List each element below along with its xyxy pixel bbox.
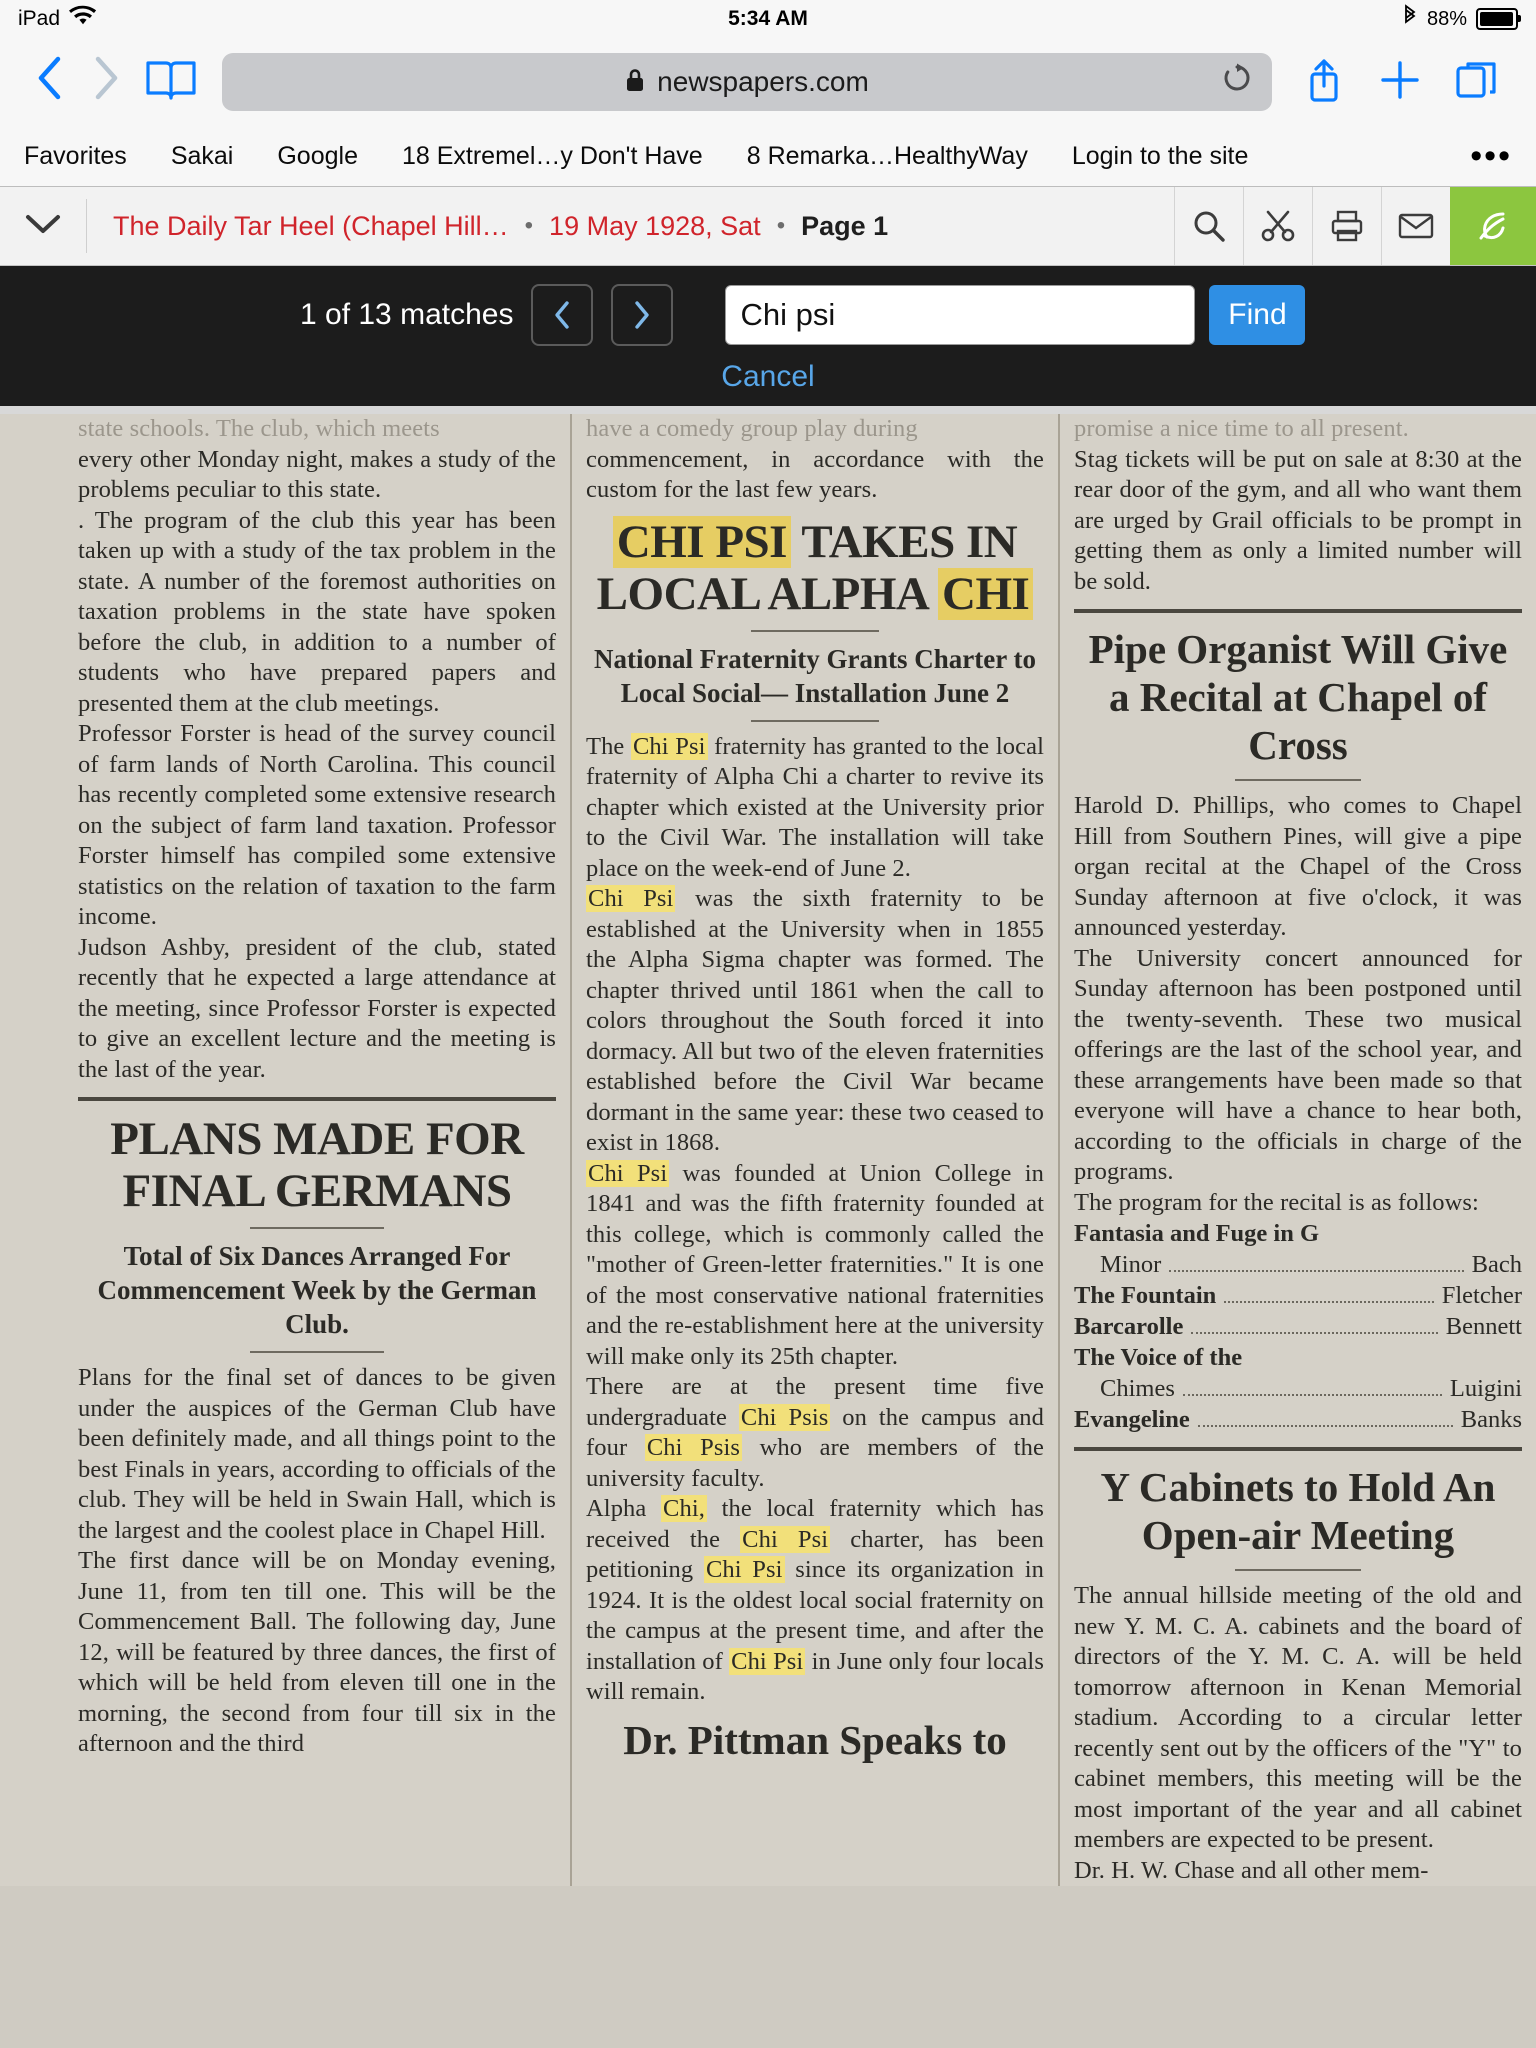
status-bar: [0, 0, 1536, 38]
publication-date[interactable]: 19 May 1928, Sat: [549, 210, 761, 241]
find-bar-row: [0, 284, 1536, 346]
col3-tail: Dr. H. W. Chase and all other mem-: [1074, 1856, 1429, 1884]
program-piece: Fantasia and Fuge in G: [1074, 1220, 1320, 1247]
prev-match-button[interactable]: [531, 284, 593, 346]
program-dots: [1198, 1425, 1453, 1427]
search-highlight: Chi,: [663, 1495, 705, 1522]
program-composer: Luigini: [1449, 1375, 1522, 1402]
col3-headline-2: Y Cabinets to Hold An Open-air Meeting: [1100, 1464, 1496, 1558]
date-separator: •: [776, 212, 786, 239]
search-highlight: Chi Psi: [588, 885, 674, 912]
bookmark-sakai[interactable]: Sakai: [170, 141, 234, 170]
col1-paragraph-4: Judson Ashby, president of the club, stated recently that he expected a large attendance at the meeting, since Professor Forster is expected to give an excellent lecture and the meeting is the last of the year.: [78, 933, 556, 1083]
bookmark-8-remarkable[interactable]: 8 Remarka…HealthyWay: [746, 141, 1028, 170]
program-row: [1074, 1249, 1522, 1280]
program-row: [1074, 1373, 1522, 1404]
lock-icon: [625, 67, 645, 98]
reload-icon[interactable]: [1222, 63, 1252, 101]
program-dots: [1224, 1301, 1433, 1303]
program-composer: Bennett: [1445, 1313, 1522, 1340]
program-dots: [1183, 1394, 1442, 1396]
col1-paragraph-2: . The program of the club this year has been taken up with a study of the tax problem in the state. A number of the foremost authorities on taxation problems in the state have spoken before the club, in addition to a number of students who have prepared papers and presented them at the club meetings.: [78, 506, 556, 717]
col1-headline: PLANS MADE FOR FINAL GERMANS: [110, 1113, 524, 1217]
program-row: [1074, 1342, 1522, 1373]
col3-divider: [1074, 609, 1522, 613]
col2-headline-2: Dr. Pittman Speaks to: [623, 1716, 1007, 1763]
title-separator: •: [524, 212, 534, 239]
bookmark-login[interactable]: Login to the site: [1071, 141, 1249, 170]
address-bar-content: [625, 66, 869, 98]
page-number[interactable]: Page 1: [801, 210, 889, 241]
program-composer: Bach: [1471, 1251, 1522, 1278]
print-icon[interactable]: [1312, 187, 1381, 265]
search-highlight: Chi Psi: [632, 732, 706, 760]
search-highlight: Chi Psi: [742, 1525, 829, 1553]
search-highlight: Chi Psis: [740, 1403, 829, 1431]
col3-faded-top: promise a nice time to all present.: [1074, 415, 1409, 442]
viewer-toolbar: [0, 187, 1536, 266]
col2-lead: commencement, in accordance with the custom for the last few years.: [586, 445, 1044, 503]
col3-paragraph-1: Harold D. Phillips, who comes to Chapel Hill from Southern Pines, will give a pipe organ recital at the Chapel of the Cross Sunday afternoon at five o'clock, it was announced yesterday.: [1074, 792, 1522, 941]
newspaper-column-2: [570, 414, 1060, 1886]
col1-paragraph-6: The first dance will be on Monday evening, June 11, from ten till one. This will be the Commencement Ball. The following day, June 12, will be featured by three dances, the first of which will be held from eleven till one in the morning, the second from four till six in the afternoon and the third: [78, 1547, 556, 1757]
col3-headline: Pipe Organist Will Give a Recital at Chapel of Cross: [1088, 626, 1508, 768]
bookmark-18-extremely[interactable]: 18 Extremel…y Don't Have: [401, 141, 703, 170]
address-bar[interactable]: [222, 53, 1272, 111]
scissors-icon[interactable]: [1243, 187, 1312, 265]
col2-paragraph-4: There are at the present time five undergraduate Chi Psis on the campus and four Chi Psis who are members of the university faculty.: [586, 1373, 1045, 1492]
program-piece: The Voice of the: [1074, 1344, 1243, 1371]
col2-faded-top: have a comedy group play during: [586, 415, 918, 442]
col1-subhead: Total of Six Dances Arranged For Commencement Week by the German Club.: [97, 1241, 537, 1339]
chevron-down-icon[interactable]: [0, 209, 86, 243]
col3-paragraph-2: The University concert announced for Sunday afternoon has been postponed until the twenty-seventh. These two musical offerings are the last of the school year, and these arrangements have been made so that everyone will have a chance to hear both, according to the officials in charge of the programs.: [1074, 944, 1522, 1185]
col3-lead: Stag tickets will be put on sale at 8:30 at the rear door of the gym, and all who want them are urged by Grail officials to be prompt in getting them as only a limited number will be sold.: [1074, 445, 1522, 595]
col1-subhead-rule: [250, 1351, 384, 1353]
search-highlight: Chi Psi: [588, 1159, 668, 1187]
bookmark-google[interactable]: Google: [277, 141, 358, 170]
bookmark-favorites[interactable]: Favorites: [24, 141, 127, 170]
program-row: [1074, 1218, 1522, 1249]
col2-headline-highlight-chi: CHI: [938, 568, 1033, 620]
program-piece-cont: Minor: [1100, 1251, 1162, 1278]
col2-subhead-rule: [751, 720, 879, 722]
col3-headline-rule: [1235, 779, 1360, 781]
save-clipping-button[interactable]: [1450, 187, 1536, 265]
program-row: [1074, 1311, 1522, 1342]
search-highlight: Chi Psi: [705, 1556, 783, 1583]
col2-headline-part2: TAKES IN: [801, 515, 1018, 568]
col2-headline: [586, 516, 1044, 620]
search-icon[interactable]: [1174, 187, 1243, 265]
col3-paragraph-3: The program for the recital is as follows:: [1074, 1188, 1479, 1216]
bookmarks-button[interactable]: [134, 58, 208, 107]
col3-program-list: [1074, 1218, 1522, 1435]
col3-headline2-rule: [1235, 1569, 1360, 1571]
col1-paragraph-5: Plans for the final set of dances to be given under the auspices of the German Club have been definitely made, and all things point to the best Finals in years, according to officials of the club. They will be held in Swain Hall, which is the largest and the coolest place in Chapel Hill.: [78, 1364, 556, 1544]
battery-icon: [1476, 8, 1518, 30]
col1-divider: [78, 1097, 556, 1101]
col1-faded-top: state schools. The club, which meets: [78, 415, 440, 442]
find-input[interactable]: Chi psi: [725, 285, 1195, 345]
cancel-find-button[interactable]: Cancel: [721, 360, 815, 393]
url-text: newspapers.com: [657, 66, 869, 97]
forward-button: [78, 55, 134, 109]
newspaper-column-3: [1060, 414, 1536, 1886]
status-bar-right: [1402, 4, 1518, 34]
program-piece: The Fountain: [1074, 1282, 1217, 1309]
program-composer: Banks: [1460, 1406, 1522, 1433]
battery-percent: 88%: [1426, 7, 1467, 30]
next-match-button[interactable]: [611, 284, 673, 346]
col1-paragraph-1: every other Monday night, makes a study of the problems peculiar to this state.: [78, 445, 556, 503]
program-composer: Fletcher: [1441, 1282, 1522, 1309]
col1-paragraph-3: Professor Forster is head of the survey council of farm lands of North Carolina. This council has recently completed some extensive research on the subject of farm land taxation. Professor Forster himself has compiled some extensive statistics on the relation of taxation to the farm income.: [78, 720, 556, 930]
col3-divider-2: [1074, 1447, 1522, 1451]
share-button[interactable]: [1286, 56, 1362, 109]
program-dots: [1169, 1270, 1463, 1272]
col3-paragraph-4: The annual hillside meeting of the old and new Y. M. C. A. cabinets and the board of directors of the Y. M. C. A. will be held tomorrow afternoon in Kenan Memorial stadium. According to a circular letter recently sent out by the officers of the "Y" to cabinet members, this meeting will be the most important of the year and all cabinet members are expected to be present.: [1074, 1582, 1522, 1853]
program-piece: Evangeline: [1074, 1406, 1190, 1433]
col2-subhead: National Fraternity Grants Charter to Local Social— Installation June 2: [594, 643, 1036, 708]
show-tabs-button[interactable]: [1438, 58, 1514, 107]
newspaper-columns: [0, 414, 1536, 1886]
search-highlight: Chi Psi: [731, 1647, 804, 1675]
col2-paragraph-5: Alpha Chi, the local fraternity which has received the Chi Psi charter, has been petitioning Chi Psi since its organization in 1924. It is the oldest local social fraternity on the campus at the present time, and after the installation of Chi Psi in June only four locals will remain.: [586, 1495, 1045, 1705]
back-button[interactable]: [22, 55, 78, 109]
device-label: iPad: [18, 7, 61, 30]
program-row: [1074, 1280, 1522, 1311]
col1-headline-rule: [250, 1227, 384, 1229]
search-highlight: Chi Psis: [646, 1434, 741, 1461]
newspaper-column-1: [0, 414, 570, 1886]
bookmarks-bar: [0, 126, 1536, 187]
clock: 5:34 AM: [728, 7, 808, 30]
newspaper-page: [0, 414, 1536, 1886]
program-row: [1074, 1404, 1522, 1435]
program-dots: [1191, 1332, 1437, 1334]
bluetooth-icon: [1402, 4, 1418, 34]
envelope-icon[interactable]: [1381, 187, 1450, 265]
col2-paragraph-1: The Chi Psi fraternity has granted to the local fraternity of Alpha Chi a charter to revive its chapter which existed at the University prior to the Civil War. The installation will take place on the week-end of June 2.: [586, 732, 1044, 882]
col2-paragraph-3: Chi Psi was founded at Union College in 1841 and was the fifth fraternity founded at this college, which is commonly called the "mother of Green-letter fraternities." It is one of the most conservative national fraternities and the re-establishment here at the university will make only its 25th chapter.: [586, 1159, 1044, 1370]
col2-headline-part3: LOCAL ALPHA: [596, 567, 927, 620]
col2-paragraph-2: Chi Psi was the sixth fraternity to be established at the University when in 1855 the Alpha Sigma chapter was formed. The chapter thrived until 1861 when the call to colors throughout the South forced it into dormacy. All but two of the eleven fraternities established before the Civil War became dormant in the same year: these two ceased to exist in 1868.: [586, 885, 1044, 1156]
browser-toolbar: [0, 38, 1536, 126]
find-button[interactable]: Find: [1209, 285, 1305, 345]
newspaper-page-viewer[interactable]: [0, 415, 1536, 2048]
col2-headline-rule: [751, 630, 879, 632]
publication-title[interactable]: The Daily Tar Heel (Chapel Hill…: [113, 210, 509, 241]
program-piece-cont: Chimes: [1100, 1375, 1175, 1402]
col2-headline-highlight-chipsi: CHI PSI: [613, 516, 791, 568]
new-tab-button[interactable]: [1362, 59, 1438, 106]
find-bar: [0, 266, 1536, 406]
find-match-count: 1 of 13 matches: [300, 298, 514, 331]
program-piece: Barcarolle: [1074, 1313, 1184, 1340]
bookmarks-more-button[interactable]: •••: [1470, 136, 1512, 175]
